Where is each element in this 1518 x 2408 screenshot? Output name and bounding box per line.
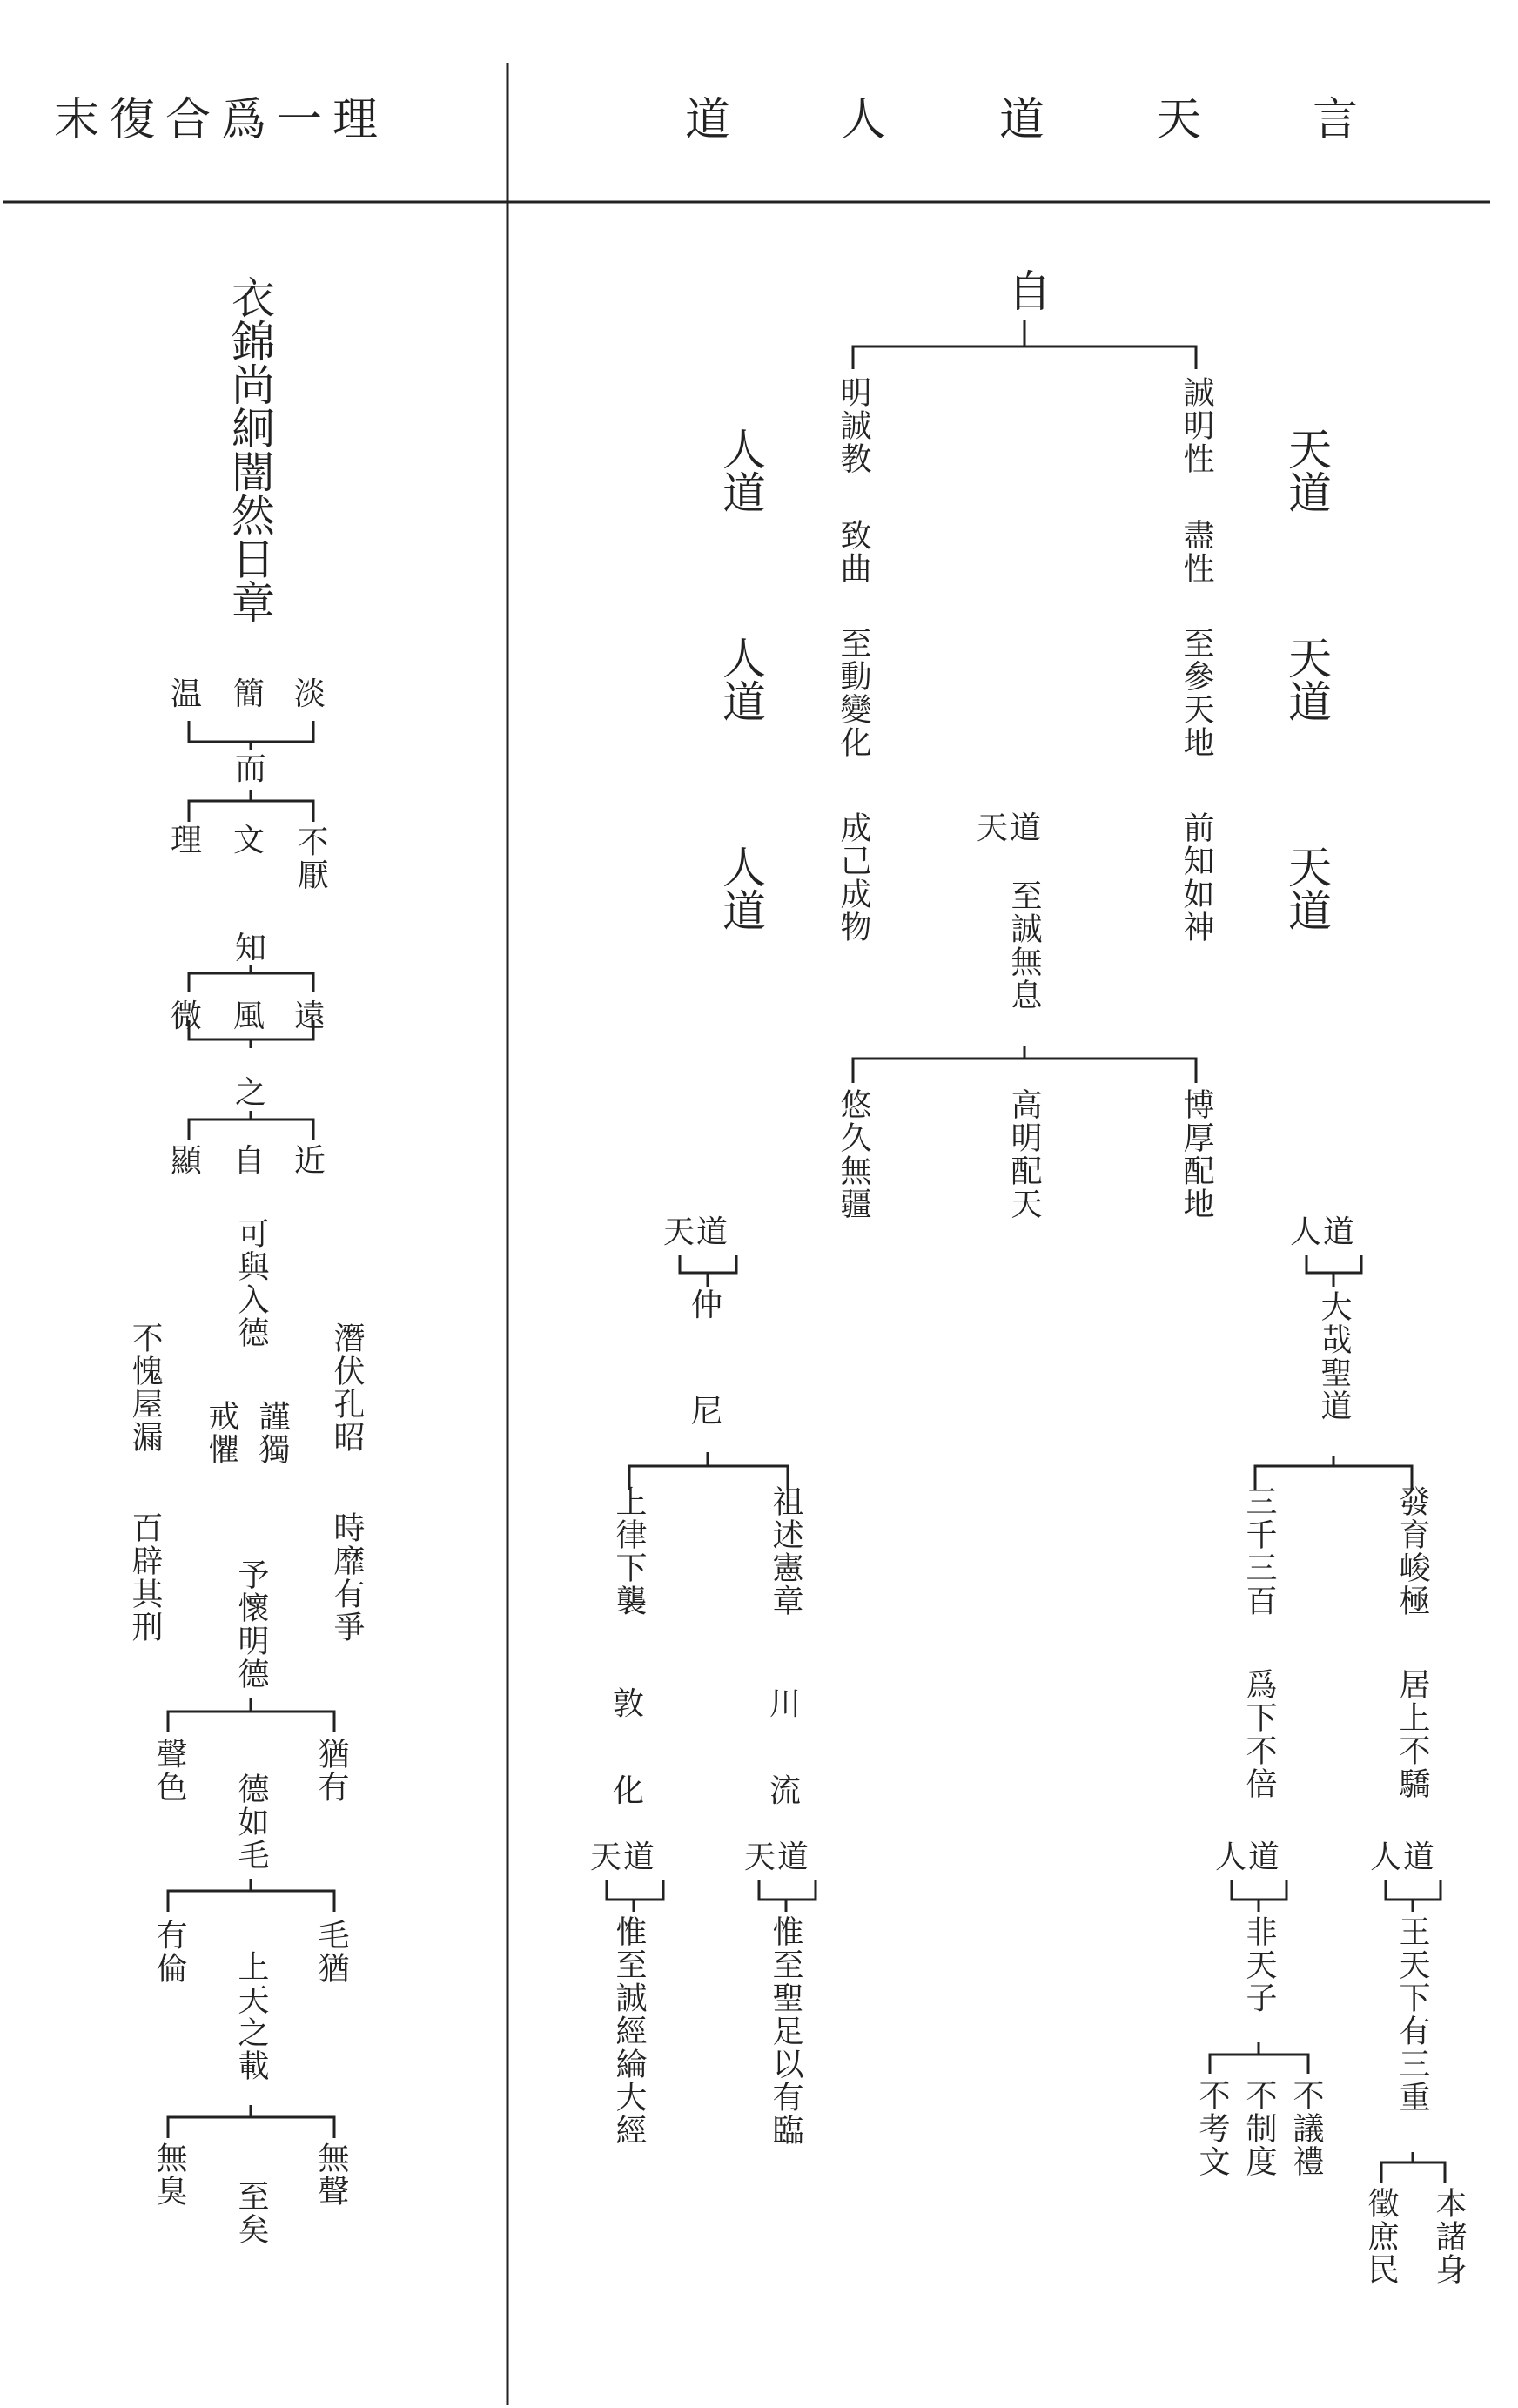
right-zhicheng-wuxi: 至誠無息	[1006, 879, 1042, 1012]
left-zi: 自	[233, 1143, 267, 1179]
zhongni-hua: 化	[613, 1773, 647, 1809]
header-yan: 言	[1313, 94, 1369, 146]
shengdao-weixia: 爲下不倍	[1241, 1668, 1277, 1800]
left-demao: 德如毛	[233, 1772, 269, 1872]
zhongni-zhong: 仲	[691, 1288, 725, 1323]
zhongni-dun: 敦	[613, 1686, 647, 1722]
left-baipi: 百辟其刑	[127, 1511, 163, 1644]
right-zhiqu: 致曲	[836, 519, 871, 585]
left-zai: 上天之載	[233, 1950, 269, 2082]
left-yuan: 遠	[294, 999, 328, 1034]
left-shengse: 聲色	[151, 1738, 187, 1804]
right-bohou: 博厚配地	[1179, 1088, 1214, 1221]
left-bukui: 不愧屋漏	[127, 1322, 163, 1454]
shengdao-benzhushen: 本諸身	[1431, 2187, 1467, 2286]
left-zhi2: 之	[235, 1075, 269, 1111]
left-xian: 顯	[171, 1143, 205, 1179]
left-zhiyi: 至矣	[233, 2180, 269, 2246]
right-tiandao-3: 天道	[1281, 844, 1332, 932]
left-youlun: 有倫	[151, 1919, 187, 1985]
right-qianzhirushen: 前知如神	[1179, 811, 1214, 944]
left-dan: 淡	[294, 676, 328, 712]
zhongni-right-label: 天道	[744, 1840, 811, 1875]
right-chengmingxing: 誠明性	[1179, 376, 1214, 475]
header-dao-1: 道	[999, 94, 1056, 146]
left-jian: 簡	[233, 676, 267, 712]
zhongni-zushu: 祖述憲章	[768, 1485, 803, 1618]
right-tiandao-2: 天道	[1281, 636, 1332, 723]
left-shimi: 時靡有爭	[329, 1511, 365, 1644]
zhongni-zhicheng: 惟至誠經綸大經	[611, 1915, 647, 2147]
left-jin: 近	[294, 1143, 328, 1179]
shengdao-bukaowen: 不考文	[1194, 2079, 1230, 2178]
zhongni-ni: 尼	[691, 1394, 725, 1429]
shengdao-right-label: 人道	[1370, 1840, 1437, 1875]
shengdao-buzhidu: 不制度	[1241, 2079, 1277, 2178]
right-rendao-1: 人道	[715, 427, 766, 514]
shengdao-dazai: 大哉聖道	[1316, 1290, 1352, 1423]
right-youjiu: 悠久無疆	[836, 1088, 871, 1221]
left-wen: 温	[171, 676, 205, 712]
right-mingchengjiao: 明誠教	[836, 376, 871, 475]
right-jinxing: 盡性	[1179, 519, 1214, 585]
left-top-phrase: 衣錦尚絅闇然日章	[225, 275, 275, 623]
right-tiandao-1: 天道	[1281, 427, 1332, 514]
left-maoyou: 毛猶	[313, 1919, 349, 1985]
right-rendao-3: 人道	[715, 844, 766, 932]
zhongni-liu: 流	[769, 1773, 803, 1809]
left-er: 而	[235, 751, 269, 787]
header-dao-2: 道	[685, 94, 742, 146]
shengdao-left-label: 人道	[1215, 1840, 1282, 1875]
left-jindu: 謹獨	[254, 1400, 290, 1466]
right-zi: 自	[1008, 266, 1051, 317]
zhongni-label: 天道	[663, 1214, 730, 1250]
right-chengjichengwu: 成己成物	[836, 811, 871, 944]
left-wen2: 文	[233, 823, 267, 858]
shengdao-zhengshumin: 徵庶民	[1363, 2187, 1399, 2286]
right-rendao-2: 人道	[715, 636, 766, 723]
right-zhidongbianhua: 至動變化	[836, 627, 871, 759]
left-youyou: 猶有	[313, 1738, 349, 1804]
right-center-head: 天道	[977, 811, 1044, 846]
header-tian: 天	[1156, 94, 1212, 146]
header-ren: 人	[841, 94, 897, 146]
zhongni-zhisheng: 惟至聖足以有臨	[768, 1915, 803, 2147]
shengdao-buyili: 不議禮	[1288, 2079, 1324, 2178]
shengdao-wangtianxia: 王天下有三重	[1394, 1915, 1430, 2114]
shengdao-sanqian: 三千三百	[1241, 1485, 1277, 1618]
left-mingde: 予懷明德	[233, 1558, 269, 1691]
zhongni-left-label: 天道	[590, 1840, 657, 1875]
left-qianfu: 潛伏孔昭	[329, 1322, 365, 1454]
left-wusheng: 無聲	[313, 2142, 349, 2208]
left-feng: 風	[233, 999, 267, 1034]
zhongni-chuan: 川	[769, 1686, 803, 1722]
left-jieju: 戒懼	[204, 1400, 239, 1466]
left-wuchou: 無臭	[151, 2142, 187, 2208]
right-zhicantiandi: 至參天地	[1179, 627, 1214, 759]
shengdao-fayu: 發育峻極	[1394, 1485, 1430, 1618]
shengdao-label: 人道	[1290, 1214, 1357, 1250]
left-zhi: 知	[235, 931, 269, 966]
left-li: 理	[171, 823, 205, 858]
left-buyan: 不厭	[292, 825, 328, 891]
header-left-title: 末復合爲一理	[54, 94, 389, 146]
shengdao-feitianzi: 非天子	[1241, 1915, 1277, 2015]
right-gaoming: 高明配天	[1006, 1088, 1042, 1221]
zhongni-shanglu: 上律下襲	[611, 1485, 647, 1618]
left-entry-virtue: 可與入德	[233, 1217, 269, 1349]
left-wei: 微	[171, 999, 205, 1034]
shengdao-jushang: 居上不驕	[1394, 1668, 1430, 1800]
